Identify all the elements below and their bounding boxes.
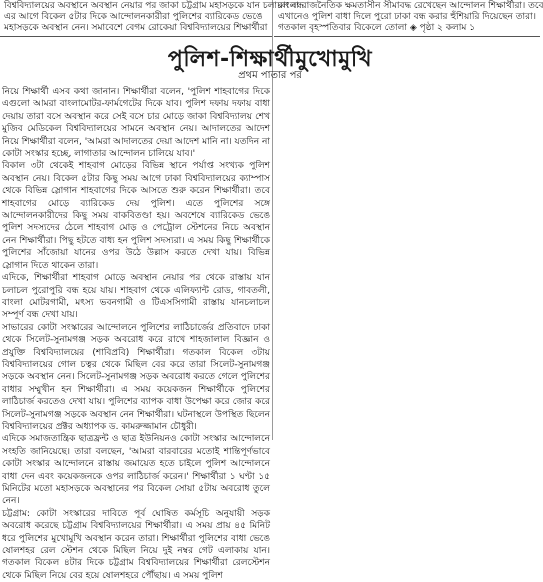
article-paragraph: এদিকে, শিক্ষার্থীরা শাহবাগ মোড়ে অবস্থান নেয়ার পর থেকে রাস্তায় যান চলাচল পুরোপুরি বন্ধ হয়ে যায়। শাহবাগ থেকে এলিফ্যান্ট রোড, গাবতলী, বাংলা মোটরগামী, মৎস্য ভবনগামী ও টিএসসিগামী রাস্তায় যানচলাচল সম্পূর্ণ বন্ধ দেখা যায়। xyxy=(2,273,270,321)
article-paragraph: সাভারের কোটা সংস্কারের আন্দোলনে পুলিশের লাঠিচার্জের প্রতিবাদে ঢাকা থেকে সিলেট-সুনামগঞ্জ সড়ক অবরোধ করে রাখে শাহজালাল বিজ্ঞান ও প্রযুক্তি বিশ্ববিদ্যালয়ের (শাবিপ্রবি) শিক্ষার্থীরা। গতকাল বিকেল ৩টায় বিশ্ববিদ্যালয়ের গোল চত্বর থেকে মিছিল বের করে তারা সিলেট-সুনামগঞ্জ সড়কে অবস্থান নেন। সিলেট-সুনামগঞ্জ সড়ক অবরোধ করতে গেলে পুলিশের বাধার সম্মুখীন হন শিক্ষার্থীরা। এ সময় কয়েকজন শিক্ষার্থীকে পুলিশের লাঠিচার্জ করতেও দেখা যায়। পুলিশের ব্যাপক বাধা উপেক্ষা করে জোর করে সিলেট-সুনামগঞ্জ সড়কে অবস্থান নেন শিক্ষার্থীরা। ঘটনাস্থলে উপস্থিত ছিলেন বিশ্ববিদ্যালয়ের প্রক্টর অধ্যাপক ড. কামরুজ্জামান চৌধুরী। xyxy=(2,322,270,432)
right-snippet-line: গতকাল বৃহস্পতিবার বিকেলে তোলা ◈ পৃষ্ঠা ২ কলাম ১ xyxy=(278,23,476,33)
article-paragraph: এদিকে সমাজতান্ত্রিক ছাত্রফ্রন্ট ও ছাত্র ইউনিয়নও কোটা সংস্কার আন্দোলনে সংহতি জানিয়েছে। তারা বলছেন, 'আমরা বারবারের মতোই শান্তিপূর্ণভাবে কোটা সংস্কার আন্দোলনে রাস্তায় জমায়েত হতে চাইলে পুলিশ আন্দোলনে বাধা দেন এবং কয়েকজনকে ওপর লাঠিচার্জ করেন।' শিক্ষার্থীরা ১ ঘণ্টা ১৫ মিনিটের মতো মহাসড়কে অবস্থানের পর বিকেল সোয়া ৫টায় অবরোধ তুলে নেন। xyxy=(2,434,270,507)
left-snippet-line: এর আগে বিকেল ৫টার দিকে আন্দোলনকারীরা পুলিশের ব্যারিকেড ভেঙে xyxy=(4,12,263,22)
right-snippet-line: বাংলা রাজনৈতিক ক্ষমতাসীন সীমাবদ্ধ রেখেছেন আন্দোলন শিক্ষার্থীরা। তবে xyxy=(278,1,543,11)
left-snippet-line: বিশ্ববিদ্যালয়ের অবস্থানে অবস্থান নেয়ার পর জাকা চট্টগ্রাম মহাসড়কে যান চলাচল বন্ধ xyxy=(4,1,304,11)
article-paragraph: বিকাল ৩টা থেকেই শাহবাগ মোড়ের বিভিন্ন স্থানে পর্যাপ্ত সংখ্যক পুলিশ অবস্থান নেয়। বিকেল ৫টার কিছু সময় আগে ঢাকা বিশ্ববিদ্যালয়ের ক্যাম্পাস থেকে বিভিন্ন স্লোগান শাহবাগের দিকে আসতে শুরু করেন শিক্ষার্থীরা। তবে শাহবাগের মোড়ে ব্যারিকেড দেয় পুলিশ। এতে পুলিশের সঙ্গে আন্দোলনকারীদের কিছু সময় বাকবিতণ্ডা হয়। অবশেষে ব্যারিকেড ভেঙে পুলিশ সদস্যদের ঠেলে শাহবাগ মোড় ও পেট্রোল স্টেশনের নিচে অবস্থান নেন শিক্ষার্থীরা। পিছু হটতে বাধ্য হন পুলিশ সদস্যরা। এ সময় কিছু শিক্ষার্থীকে পুলিশের সাঁজোয়া যানের ওপর উঠে উল্লাস করতে দেখা যায়। বিভিন্ন স্লোগান দিতে থাকেন তারা। xyxy=(2,161,270,271)
article-headline: পুলিশ-শিক্ষার্থীমুখোমুখি xyxy=(167,47,373,72)
article-paragraph: চট্টগ্রাম: কোটা সংস্কারের দাবিতে পূর্ব ঘোষিত কর্মসূচি অনুযায়ী সড়ক অবরোধ করেছে চট্টগ্রাম বিশ্ববিদ্যালয়ের শিক্ষার্থীরা। এ সময় প্রায় ৪৫ মিনিট ধরে পুলিশের মুখোমুখি অবস্থান করেন তারা। শিক্ষার্থীরা পুলিশের বাধা ভেঙে ষোলশহর রেল স্টেশন থেকে মিছিল নিয়ে দুই নম্বর গেট এলাকায় যান। গতকাল বিকেল ৪টার দিকে চট্টগ্রাম বিশ্ববিদ্যালয়ের শিক্ষার্থীরা রেলস্টেশন থেকে মিছিল নিয়ে বের হয়ে ষোলশহরে পৌঁছায়। এ সময় পুলিশ xyxy=(2,508,270,581)
article-body xyxy=(2,86,270,582)
right-column-snippet xyxy=(274,0,543,44)
article-paragraph: নিয়ে শিক্ষার্থী এসব কথা জানান। শিক্ষার্থীরা বলেন, 'পুলিশ শাহবাগের দিকে এগুলো আমরা বাংলামোটর-ফার্মগেটের দিকে যাব। পুলিশ দফায় দফায় বাধা দেয়ায় তারা বসে অবস্থান করে সেই বসে চার মোড়ে জাকা বিশ্ববিদ্যালয় শেখ মুজিব মেডিকেল বিশ্ববিদ্যালয়ের সামনে অবস্থান নেয়। আদালতের আদেশ নিয়ে শিক্ষার্থীরা বলেন, 'আমরা আদালতের দেয়া আদেশ মানি না। যতদিন না কোটা সংস্কার হচ্ছে, লাগাতার আন্দোলন চালিয়ে যাব।' xyxy=(2,87,271,160)
left-snippet-line: মহাসড়কে অবস্থান নেন। সমাবেশে বেগম রোকেয়া বিশ্ববিদ্যালয়ের শিক্ষার্থীরা xyxy=(4,23,268,33)
section-divider xyxy=(274,36,540,37)
section-divider xyxy=(0,36,272,37)
article-subhead: প্রথম পাতার পর xyxy=(238,70,302,81)
right-snippet-line: এখানেও পুলিশ বাধা দিলে পুরো ঢাকা বন্ধ করার হুঁশিয়ারি দিয়েছেন তারা। xyxy=(278,12,536,22)
